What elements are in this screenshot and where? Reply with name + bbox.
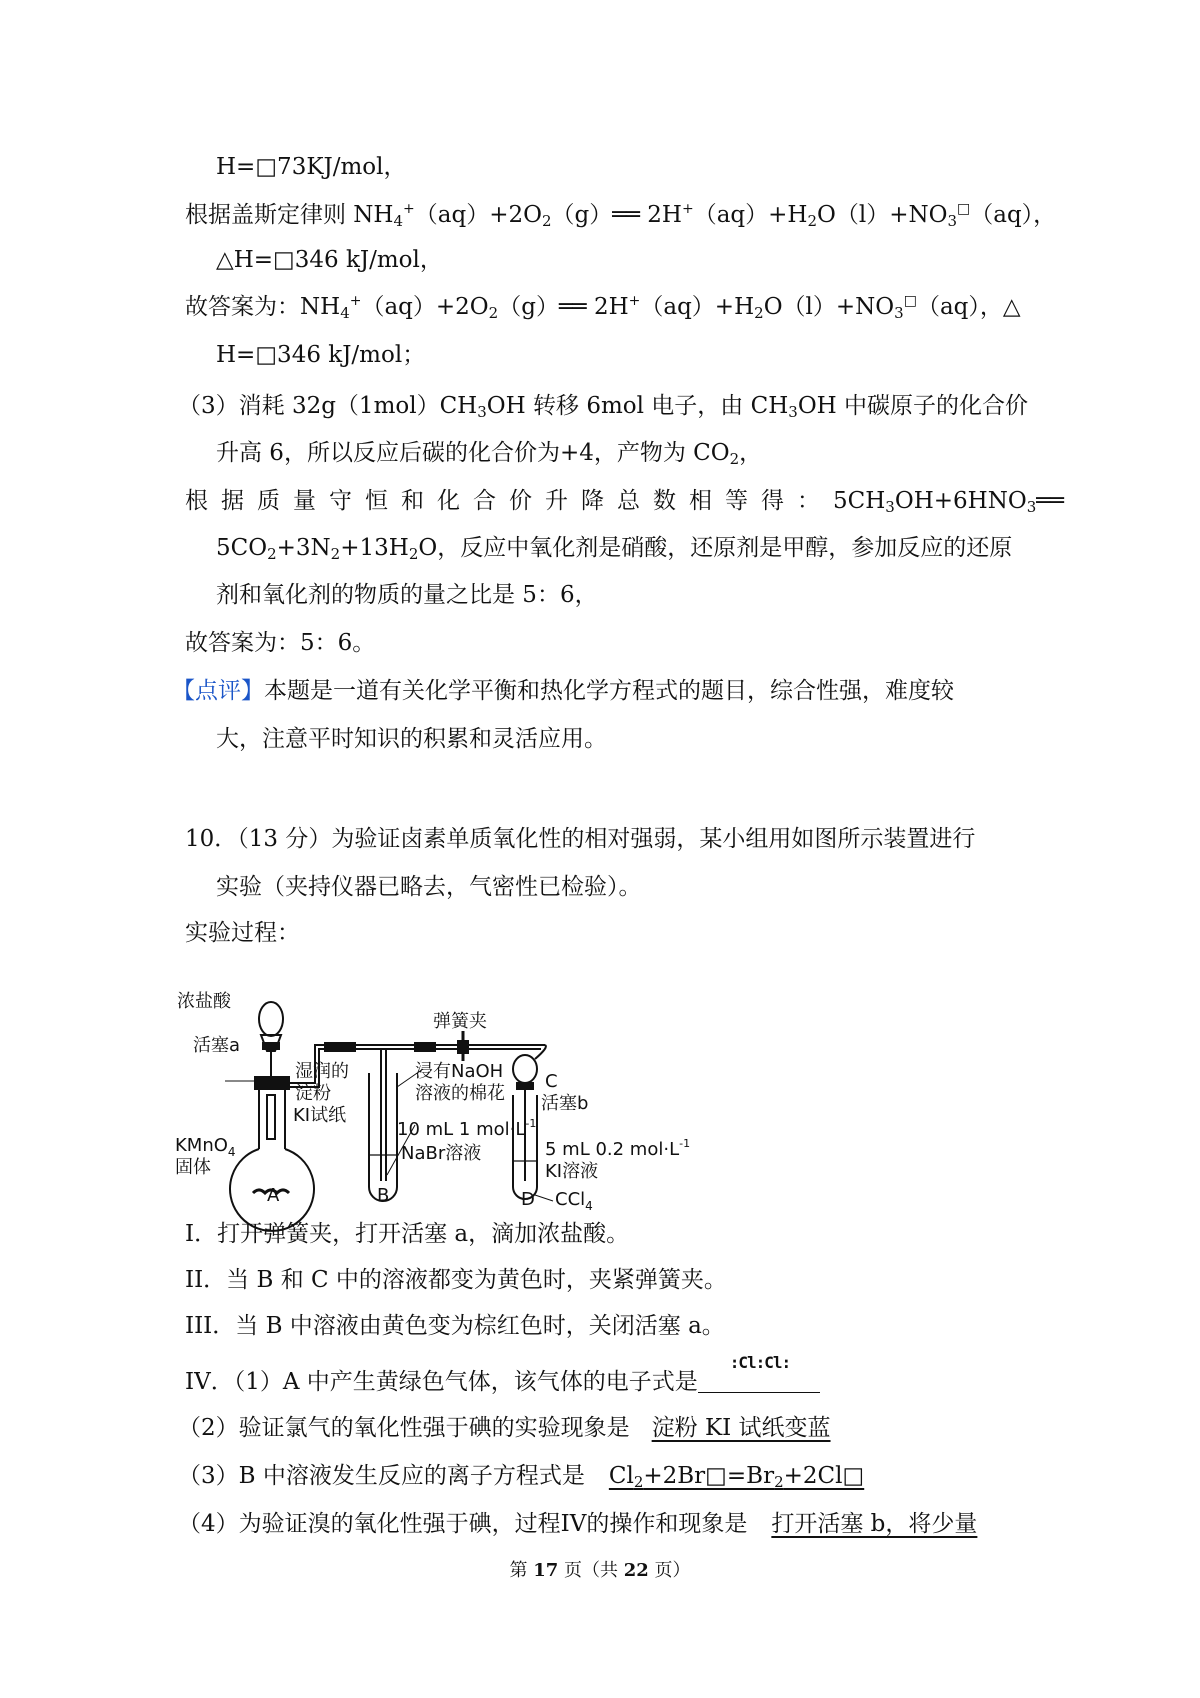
apparatus-figure bbox=[175, 965, 735, 1213]
label-moist-1: 湿润的 bbox=[295, 1061, 349, 1082]
answer-text: 淀粉 KI 试纸变蓝 bbox=[651, 1415, 831, 1441]
label-ccl4: CCl$_4$ bbox=[555, 1189, 593, 1213]
label-stopcock-b: 活塞b bbox=[541, 1093, 589, 1114]
label-naoh-1: 浸有NaOH bbox=[415, 1061, 504, 1082]
label-conc-hcl: 浓盐酸 bbox=[177, 991, 231, 1012]
label-nabr-2: NaBr溶液 bbox=[401, 1143, 482, 1164]
question-line: （4）为验证溴的氧化性强于碘，过程IV的操作和现象是 打开活塞 b，将少量 bbox=[178, 1511, 978, 1537]
answer-text: $Cl_2+2Br□=Br_2+2Cl□$ bbox=[608, 1463, 865, 1491]
text-line: H=□346 kJ/mol； bbox=[216, 342, 426, 368]
answer-text: 打开活塞 b，将少量 bbox=[771, 1511, 978, 1537]
text-line: 故答案为：$NH_4^+(aq)+2O_2(g)══$ $2H^+(aq)+H_2O(l)+NO_3^□(aq)$，△ bbox=[185, 293, 1021, 322]
question-line: （3）B 中溶液发生反应的离子方程式是 $Cl_2+2Br□=Br_2+2Cl□$ bbox=[178, 1461, 888, 1491]
text-line: 故答案为：5：6。 bbox=[185, 630, 376, 656]
label-c: C bbox=[545, 1071, 558, 1092]
text-line: △H=□346 kJ/mol， bbox=[216, 247, 443, 273]
text-line: 升高 6，所以反应后碳的化合价为+4，产物为 $CO_2$， bbox=[216, 440, 763, 468]
label-a: A bbox=[267, 1185, 280, 1206]
label-kmno4: KMnO$_4$ bbox=[175, 1135, 236, 1159]
label-nabr-1: 10 mL 1 $mol\cdot L^{-1}$ bbox=[397, 1117, 537, 1140]
text-line: 剂和氧化剂的物质的量之比是 5：6， bbox=[216, 582, 598, 608]
label-naoh-2: 溶液的棉花 bbox=[415, 1083, 505, 1104]
question-title: 10．（13 分）为验证卤素单质氧化性的相对强弱，某小组用如图所示装置进行 bbox=[185, 826, 976, 852]
question-line: （2）验证氯气的氧化性强于碘的实验现象是 淀粉 KI 试纸变蓝 bbox=[178, 1413, 853, 1443]
text-line: $5CO_2+3N_2+13H_2O$，反应中氧化剂是硝酸，还原剂是甲醇，参加反应的还原 bbox=[216, 535, 1013, 563]
label-spring-clip: 弹簧夹 bbox=[433, 1011, 487, 1032]
step-line: I．打开弹簧夹，打开活塞 a，滴加浓盐酸。 bbox=[185, 1221, 630, 1247]
label-stopcock-a: 活塞a bbox=[193, 1035, 241, 1056]
step-line: III．当 B 中溶液由黄色变为棕红色时，关闭活塞 a。 bbox=[185, 1313, 725, 1339]
funnel-bulb bbox=[259, 1002, 283, 1036]
label-moist-2: 淀粉 bbox=[295, 1083, 331, 1104]
text-line: 实验（夹持仪器已略去，气密性已检验）。 bbox=[216, 874, 642, 900]
text-line: 根据盖斯定律则 $NH_4^+(aq)+2O_2(g)══$ $2H^+(aq)+H_2O(l)+NO_3^□(aq)$， bbox=[185, 201, 1057, 230]
comment-line: 【点评】本题是一道有关化学平衡和热化学方程式的题目，综合性强，难度较 bbox=[172, 678, 954, 704]
text-line: H=□73KJ/mol， bbox=[216, 154, 407, 180]
label-solid: 固体 bbox=[175, 1157, 211, 1178]
funnel-c bbox=[513, 1055, 537, 1083]
question-line: IV．（1）A 中产生黄绿色气体，该气体的电子式是 :Cl:Cl: bbox=[185, 1367, 820, 1397]
page-footer: 第 17 页（共 22 页） bbox=[509, 1560, 691, 1581]
answer-blank bbox=[698, 1353, 820, 1393]
label-ki-1: 5 mL 0.2 $mol\cdot L^{-1}$ bbox=[545, 1137, 691, 1160]
label-b: B bbox=[377, 1185, 390, 1206]
step-line: II．当 B 和 C 中的溶液都变为黄色时，夹紧弹簧夹。 bbox=[185, 1267, 727, 1293]
text-line: 大，注意平时知识的积累和灵活应用。 bbox=[216, 726, 607, 752]
text-line: （3）消耗 $32g(1mol)CH_3OH$ 转移 6mol 电子，由 $CH_3OH$ 中碳原子的化合价 bbox=[178, 393, 1029, 421]
label-ki-2: KI溶液 bbox=[545, 1161, 599, 1182]
label-d: D bbox=[521, 1189, 535, 1210]
label-moist-3: KI试纸 bbox=[293, 1105, 347, 1126]
test-tube-b bbox=[369, 1073, 397, 1201]
text-line: 根据质量守恒和化合价升降总数相等得：$5CH_3OH+6HNO_3══$ bbox=[185, 488, 1064, 516]
comment-tag: 【点评】 bbox=[172, 678, 264, 704]
electron-formula: :Cl:Cl: bbox=[729, 1353, 791, 1372]
text-line: 实验过程： bbox=[185, 920, 300, 946]
